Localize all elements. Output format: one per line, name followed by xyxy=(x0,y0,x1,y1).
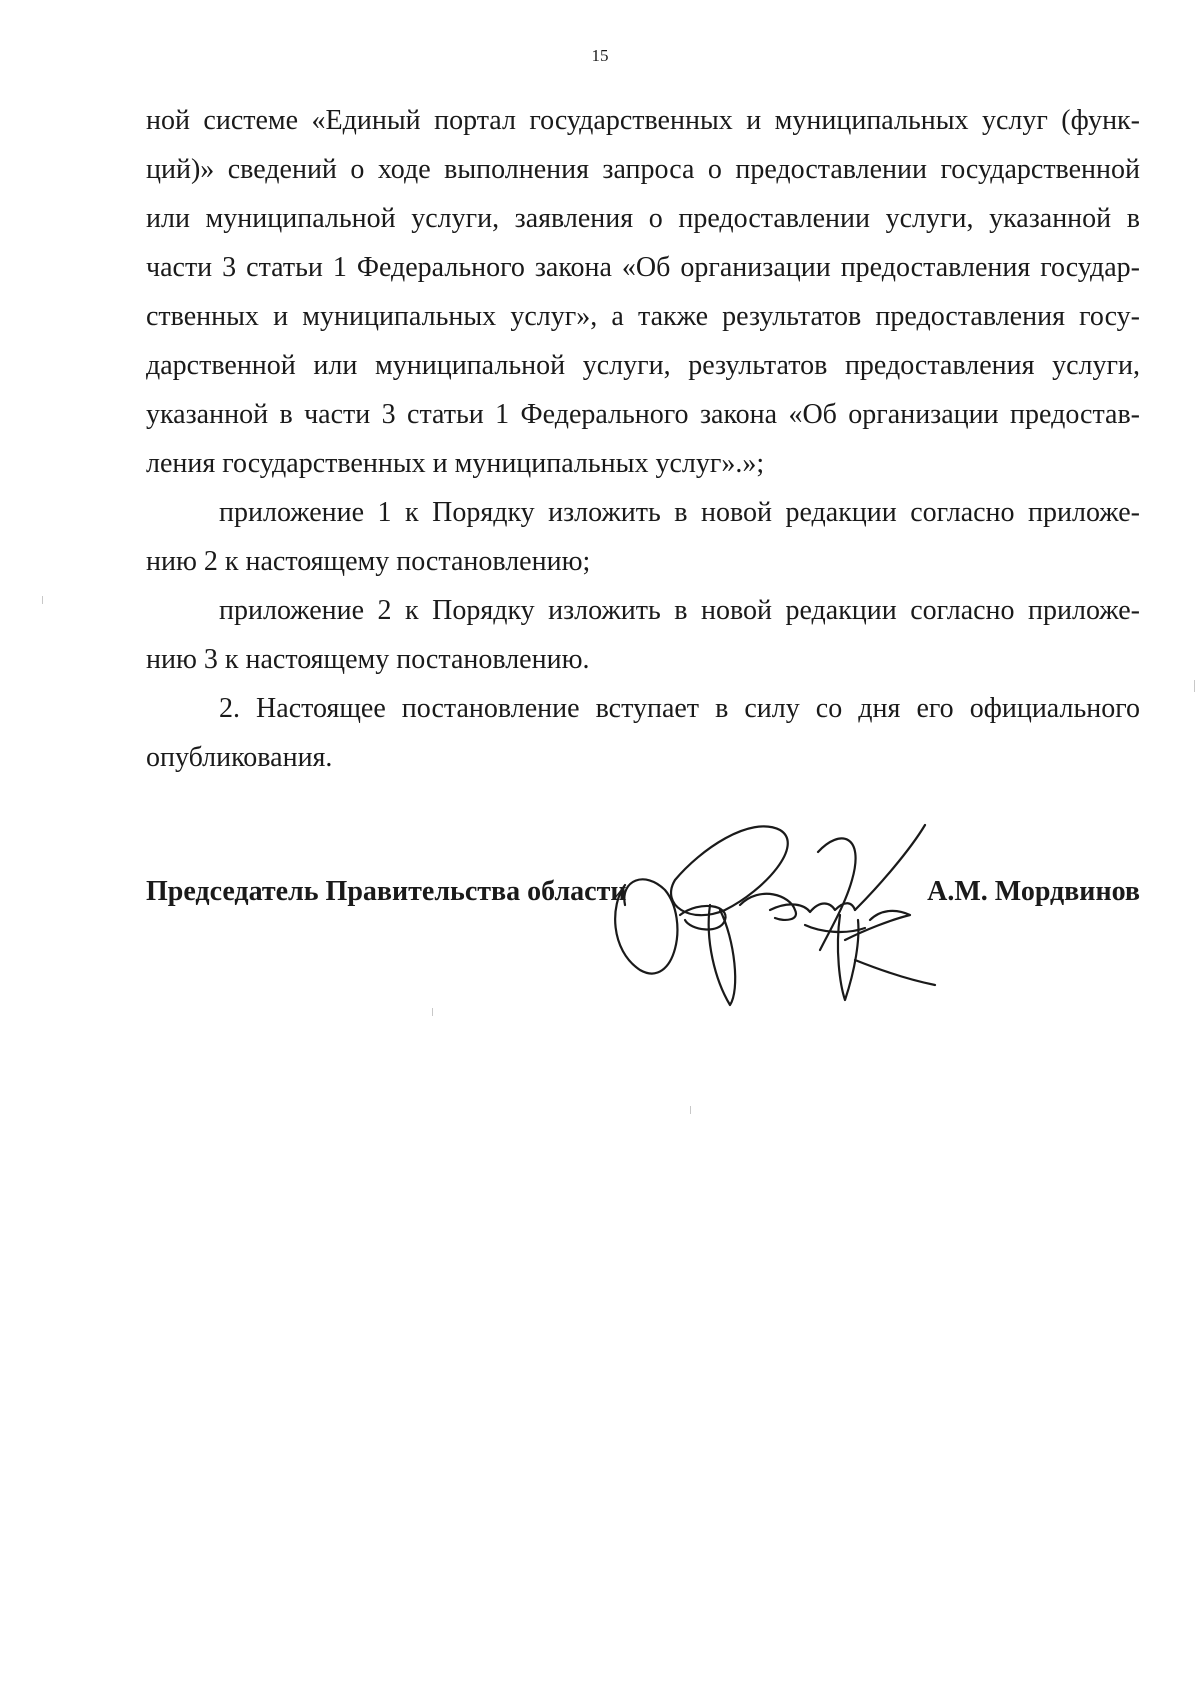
signature-strokes xyxy=(615,825,935,1005)
text-line: ственных и муниципальных услуг», а также результатов предоставления госу- xyxy=(146,301,1140,332)
paragraph-continuation xyxy=(146,96,1140,488)
text-line: приложение 1 к Порядку изложить в новой редакции согласно приложе- xyxy=(219,497,1140,528)
text-line: дарственной или муниципальной услуги, результатов предоставления услуги, xyxy=(146,350,1140,381)
text-line: ций)» сведений о ходе выполнения запроса о предоставлении государственной xyxy=(146,154,1140,185)
scan-artifact xyxy=(1194,680,1195,692)
text-line: приложение 2 к Порядку изложить в новой редакции согласно приложе- xyxy=(219,595,1140,626)
text-line: опубликования. xyxy=(146,742,333,773)
text-line: ления государственных и муниципальных услуг».»; xyxy=(146,448,765,479)
text-line: или муниципальной услуги, заявления о предоставлении услуги, указанной в xyxy=(146,203,1140,234)
text-line: нию 2 к настоящему постановлению; xyxy=(146,546,591,577)
paragraph-effective-date xyxy=(146,684,1140,782)
scan-artifact xyxy=(432,1008,433,1016)
text-line: 2. Настоящее постановление вступает в силу со дня его официального xyxy=(219,693,1140,724)
text-line: указанной в части 3 статьи 1 Федерального закона «Об организации предостав- xyxy=(146,399,1140,430)
signer-position: Председатель Правительства области xyxy=(146,876,627,907)
text-line: нию 3 к настоящему постановлению. xyxy=(146,644,590,675)
signer-name: А.М. Мордвинов xyxy=(927,876,1140,907)
paragraph-appendix-1 xyxy=(146,488,1140,586)
scan-artifact xyxy=(690,1106,691,1114)
scan-artifact xyxy=(42,596,43,604)
handwritten-signature xyxy=(590,810,950,1010)
text-line: ной системе «Единый портал государственных и муниципальных услуг (функ- xyxy=(146,105,1140,136)
paragraph-appendix-2 xyxy=(146,586,1140,684)
text-line: части 3 статьи 1 Федерального закона «Об организации предоставления государ- xyxy=(146,252,1140,283)
page-number: 15 xyxy=(591,46,609,65)
